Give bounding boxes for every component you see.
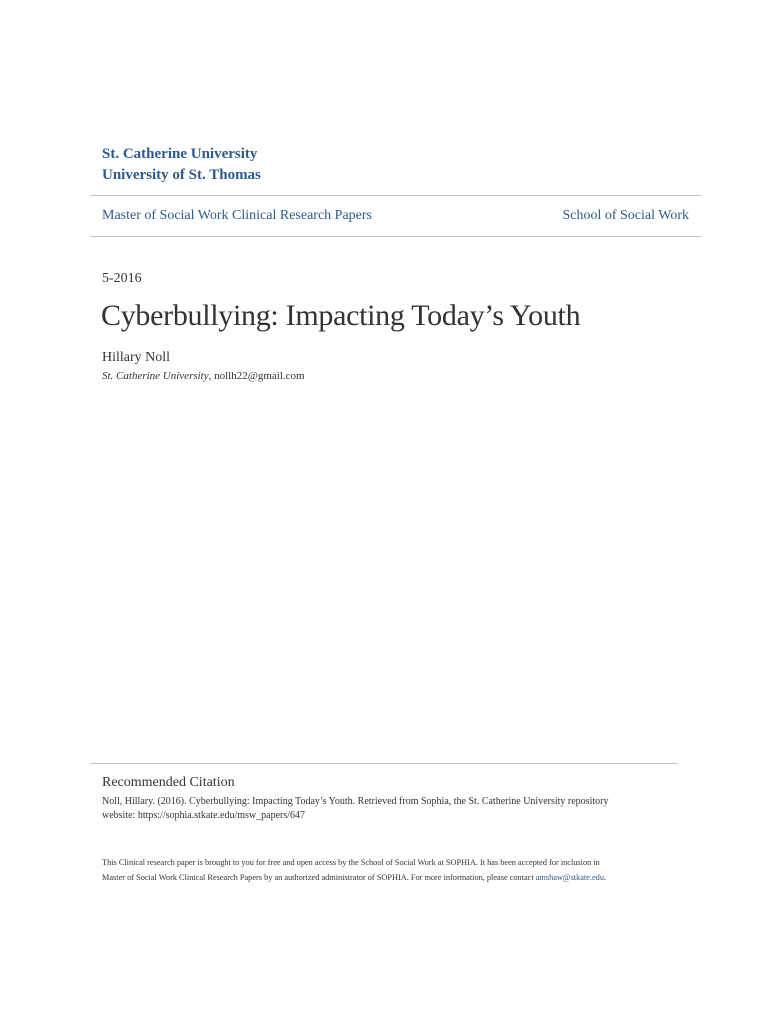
notice-line-2 xyxy=(102,870,682,885)
publication-date: 5-2016 xyxy=(102,271,142,286)
institution-name-primary[interactable]: St. Catherine University xyxy=(102,146,258,162)
citation-heading: Recommended Citation xyxy=(102,775,235,790)
notice-line-1: This Clinical research paper is brought to you for free and open access by the School of Social Work at SOPHIA. It has been accepted for inclusion in xyxy=(102,858,600,867)
citation-text xyxy=(102,795,662,823)
paper-title: Cyberbullying: Impacting Today’s Youth xyxy=(101,299,581,332)
author-email: , nollh22@gmail.com xyxy=(208,370,305,382)
top-divider xyxy=(90,195,701,196)
notice-line-2-text: Master of Social Work Clinical Research Papers by an authorized administrator of SOPHIA. For more information, please contact xyxy=(102,873,536,882)
access-notice xyxy=(102,855,682,885)
contact-email-link[interactable]: amshaw@stkate.edu xyxy=(535,873,604,882)
institution-name-secondary[interactable]: University of St. Thomas xyxy=(102,167,261,183)
citation-line-1: Noll, Hillary. (2016). Cyberbullying: Impacting Today’s Youth. Retrieved from Sophia, the St. Catherine University repository xyxy=(102,796,609,807)
notice-line-2-end: . xyxy=(603,873,607,882)
citation-line-2: website: https://sophia.stkate.edu/msw_papers/647 xyxy=(102,810,306,821)
series-link[interactable]: Master of Social Work Clinical Research Papers xyxy=(102,208,372,223)
affiliation-name: St. Catherine University xyxy=(102,370,209,382)
middle-divider xyxy=(90,236,701,237)
author-name: Hillary Noll xyxy=(102,350,171,365)
author-affiliation xyxy=(102,368,305,384)
citation-divider xyxy=(90,763,678,764)
school-link[interactable]: School of Social Work xyxy=(562,208,689,223)
